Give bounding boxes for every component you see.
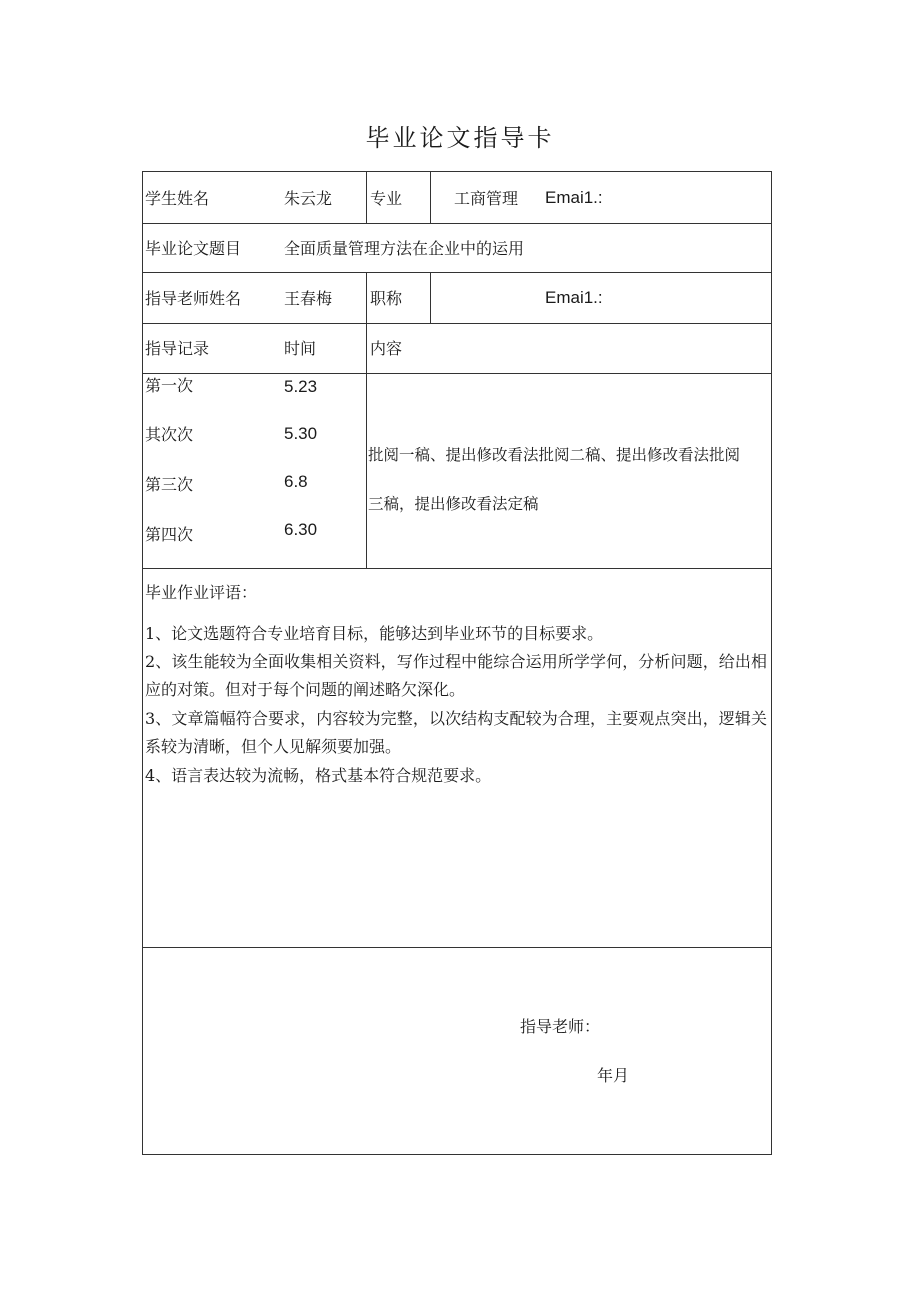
advisor-name-value: 王春梅 [284, 289, 333, 308]
page-title: 毕业论文指导卡 [365, 124, 555, 152]
session-label: 第四次 [145, 525, 194, 544]
student-email-label: Emai1.: [545, 188, 603, 207]
session-content-line: 三稿，提出修改看法定稿 [368, 495, 539, 513]
advisor-signature-label: 指导老师： [520, 1017, 601, 1036]
session-date: 5.23 [284, 377, 318, 396]
advisor-email-label: Emai1.: [545, 288, 603, 307]
advisor-name-label: 指导老师姓名 [145, 289, 242, 308]
column-divider [430, 171, 431, 223]
row-divider [142, 947, 772, 948]
thesis-title-value: 全面质量管理方法在企业中的运用 [284, 239, 525, 258]
content-label: 内容 [370, 339, 403, 358]
rank-label: 职称 [370, 289, 403, 308]
evaluation-item: 4、语言表达较为流畅，格式基本符合规范要求。 [145, 766, 492, 785]
student-name-value: 朱云龙 [284, 189, 333, 208]
session-label: 其次次 [145, 425, 194, 444]
major-label: 专业 [370, 189, 403, 208]
row-divider [142, 223, 772, 224]
session-date: 6.8 [284, 472, 308, 491]
major-value: 工商管理 [454, 189, 519, 208]
session-content-line: 批阅一稿、提出修改看法批阅二稿、提出修改看法批阅 [368, 446, 741, 464]
session-date: 6.30 [284, 520, 318, 539]
row-divider [142, 323, 772, 324]
session-date: 5.30 [284, 424, 318, 443]
student-name-label: 学生姓名 [145, 189, 210, 208]
row-divider [142, 373, 772, 374]
column-divider [366, 272, 367, 323]
column-divider [366, 171, 367, 223]
session-label: 第一次 [145, 376, 194, 395]
evaluation-item: 3、文章篇幅符合要求，内容较为完整，以次结构支配较为合理，主要观点突出，逻辑关系较为清晰，但个人见解须要加强。 [145, 709, 767, 756]
evaluation-heading: 毕业作业评语： [145, 583, 258, 602]
time-label: 时间 [284, 339, 317, 358]
column-divider [430, 272, 431, 323]
column-divider [366, 323, 367, 568]
row-divider [142, 568, 772, 569]
signature-date-label: 年月 [597, 1066, 630, 1085]
session-label: 第三次 [145, 475, 194, 494]
guidance-record-label: 指导记录 [145, 339, 210, 358]
row-divider [142, 272, 772, 273]
evaluation-item: 1、论文选题符合专业培育目标，能够达到毕业环节的目标要求。 [145, 624, 604, 643]
thesis-title-label: 毕业论文题目 [145, 239, 242, 258]
evaluation-item: 2、该生能较为全面收集相关资料，写作过程中能综合运用所学学何，分析问题，给出相应的对策。但对于每个问题的阐述略欠深化。 [145, 652, 767, 699]
